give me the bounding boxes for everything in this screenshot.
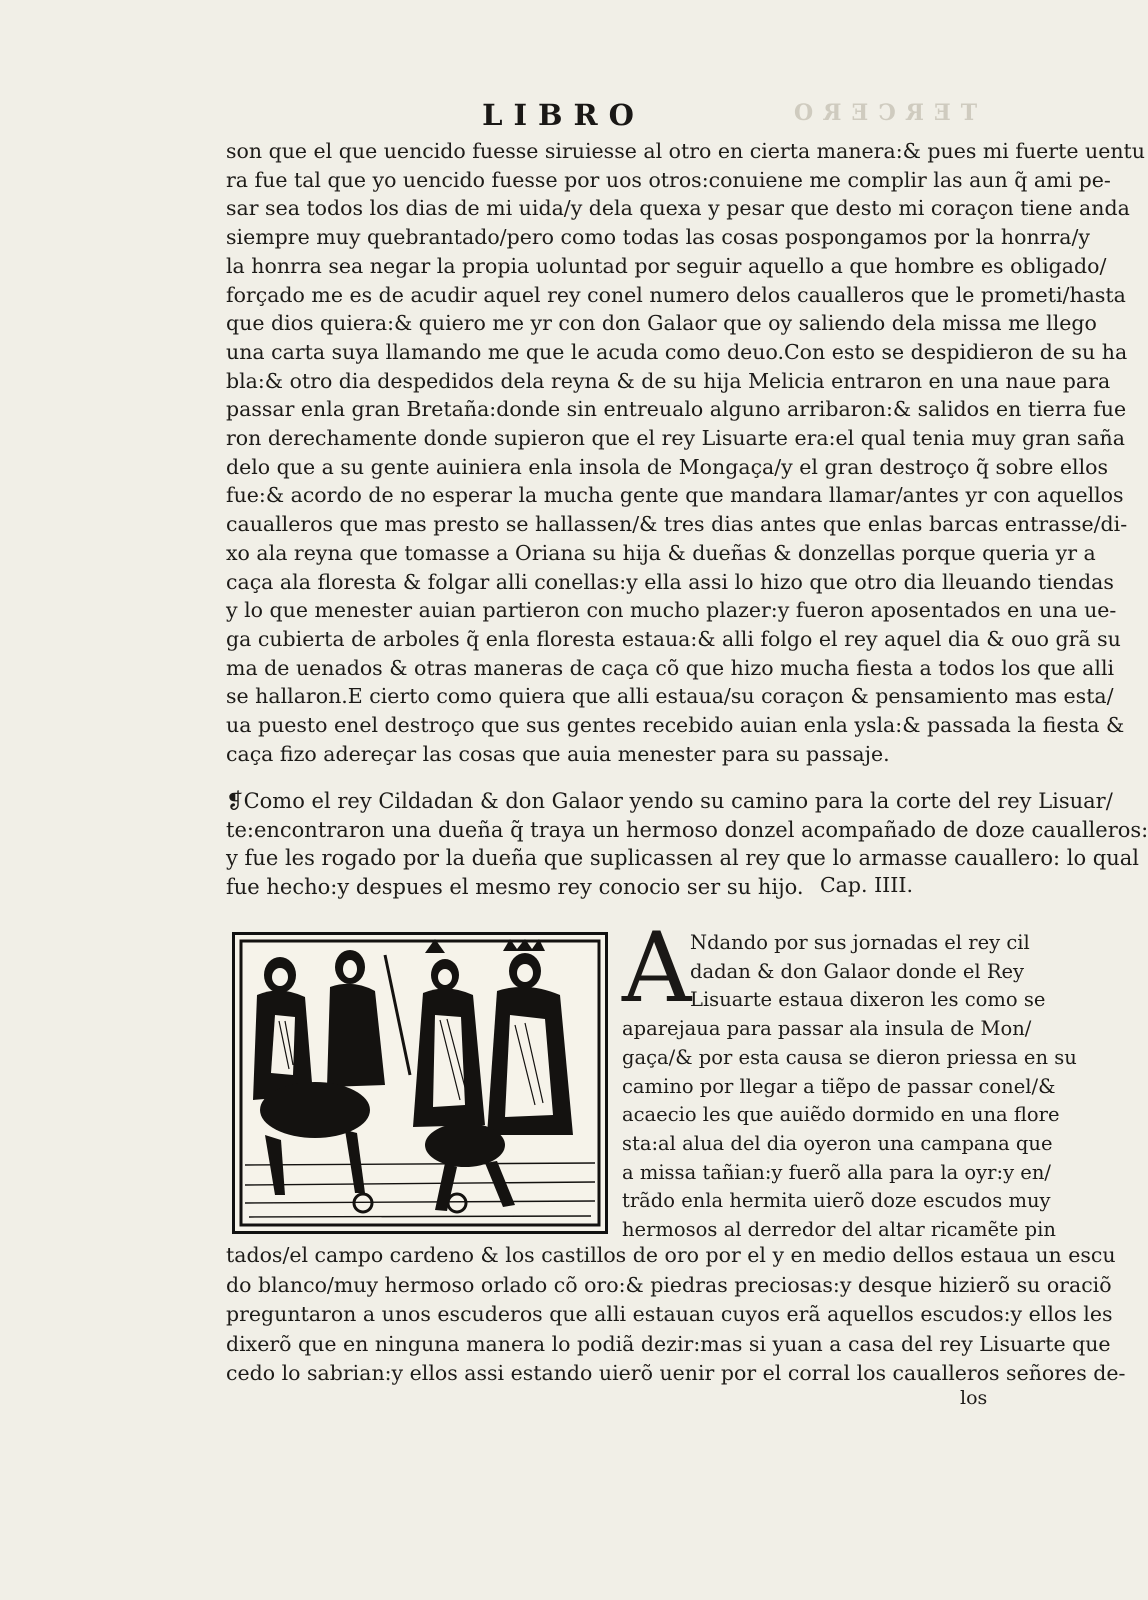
text-line: dixerõ que en ninguna manera lo podiã dezir:mas si yuan a casa del rey Lisuarte que [226, 1331, 1111, 1356]
running-head: LIBRO [482, 98, 645, 132]
text-line: ❡Como el rey Cildadan & don Galaor yendo su camino para la corte del rey Lisuar/ [226, 789, 1113, 813]
bleed-through-text: TERCERO [783, 100, 977, 126]
text-line: tados/el campo cardeno & los castillos de oro por el y en medio dellos estaua un escu [226, 1243, 1116, 1267]
text-line: una carta suya llamando me que le acuda como deuo.Con esto se despidieron de su ha [226, 339, 1128, 364]
text-line: sar sea todos los dias de mi uida/y dela quexa y pesar que desto mi coraçon tiene anda [226, 196, 1130, 221]
text-line: que dios quiera:& quiero me yr con don Galaor que oy saliendo dela missa me llego [226, 311, 1097, 336]
text-line: ga cubierta de arboles q̃ enla floresta estaua:& alli folgo el rey aquel dia & ouo grã su [226, 626, 1121, 651]
text-line: delo que a su gente auiniera enla insola de Mongaça/y el gran destroço q̃ sobre ellos [226, 454, 1109, 479]
text-line: trãdo enla hermita uierõ doze escudos muy [622, 1189, 1051, 1213]
woodcut-image [235, 935, 605, 1231]
text-line: forçado me es de acudir aquel rey conel numero delos caualleros que le prometi/hasta [226, 282, 1126, 307]
text-line: dadan & don Galaor donde el Rey [690, 959, 1025, 983]
text-line: gaça/& por esta causa se dieron priessa en su [622, 1045, 1077, 1069]
catchword: los [960, 1387, 988, 1409]
text-line: cedo lo sabrian:y ellos assi estando uierõ uenir por el corral los caualleros señores de- [226, 1361, 1126, 1385]
text-line: hermosos al derredor del altar ricamẽte pin [622, 1218, 1056, 1241]
text-line: y fue les rogado por la dueña que suplicassen al rey que lo armasse cauallero: lo qual [226, 846, 1140, 870]
text-line: y lo que menester auian partieron con mucho plazer:y fueron aposentados en una ue- [226, 598, 1117, 623]
text-line: acaecio les que auiẽdo dormido en una flore [622, 1103, 1060, 1127]
text-line: se hallaron.E cierto como quiera que alli estaua/su coraçon & pensamiento mas esta/ [226, 684, 1114, 709]
text-line: Lisuarte estaua dixeron les como se [690, 988, 1046, 1012]
text-line: camino por llegar a tiẽpo de passar conel/& [622, 1074, 1056, 1098]
text-line: ua puesto enel destroço que sus gentes recebido auian enla ysla:& passada la fiesta & [226, 713, 1125, 737]
text-line: ma de uenados & otras maneras de caça cõ que hizo mucha fiesta a todos los que alli [226, 655, 1115, 680]
text-line: ron derechamente donde supieron que el rey Lisuarte era:el qual tenia muy gran saña [226, 426, 1125, 450]
text-line: caualleros que mas presto se hallassen/& tres dias antes que enlas barcas entrasse/di- [226, 512, 1128, 537]
text-line: caça ala floresta & folgar alli conellas:y ella assi lo hizo que otro dia lleuando tiendas [226, 569, 1114, 594]
text-line: bla:& otro dia despedidos dela reyna & de su hija Melicia entraron en una naue para [226, 368, 1111, 393]
text-line: passar enla gran Bretaña:donde sin entreualo alguno arribaron:& salidos en tierra fue [226, 397, 1127, 422]
text-line: preguntaron a unos escuderos que alli estauan cuyos erã aquellos escudos:y ellos les [226, 1302, 1113, 1326]
chapter-number: Cap. IIII. [820, 873, 913, 897]
text-line: la honrra sea negar la propia uoluntad por seguir aquello a que hombre es obligado/ [226, 253, 1107, 278]
text-line: Ndando por sus jornadas el rey cil [690, 931, 1030, 954]
text-line: siempre muy quebrantado/pero como todas las cosas pospongamos por la honrra/y [226, 225, 1090, 250]
text-line: sta:al alua del dia oyeron una campana que [622, 1131, 1053, 1155]
drop-cap: A [622, 912, 692, 1024]
text-line: son que el que uencido fuesse siruiesse al otro en cierta manera:& pues mi fuerte uentu [226, 139, 1145, 163]
text-line: xo ala reyna que tomasse a Oriana su hija & dueñas & donzellas porque queria yr a [226, 540, 1096, 565]
text-line: do blanco/muy hermoso orlado cõ oro:& piedras preciosas:y desque hizierõ su oraciõ [226, 1272, 1112, 1297]
text-line: caça fizo adereçar las cosas que auia menester para su passaje. [226, 741, 890, 766]
text-line: te:encontraron una dueña q̃ traya un hermoso donzel acompañado de doze caualleros: [226, 817, 1148, 842]
text-line: aparejaua para passar ala insula de Mon/ [622, 1017, 1032, 1041]
woodcut-illustration [232, 932, 608, 1234]
text-line: a missa tañian:y fuerõ alla para la oyr:y en/ [622, 1160, 1051, 1184]
text-line: ra fue tal que yo uencido fuesse por uos otros:conuiene me complir las aun q̃ ami pe- [226, 167, 1111, 192]
text-line: fue hecho:y despues el mesmo rey conocio ser su hijo. [226, 874, 804, 899]
text-line: fue:& acordo de no esperar la mucha gente que mandara llamar/antes yr con aquellos [226, 483, 1124, 508]
